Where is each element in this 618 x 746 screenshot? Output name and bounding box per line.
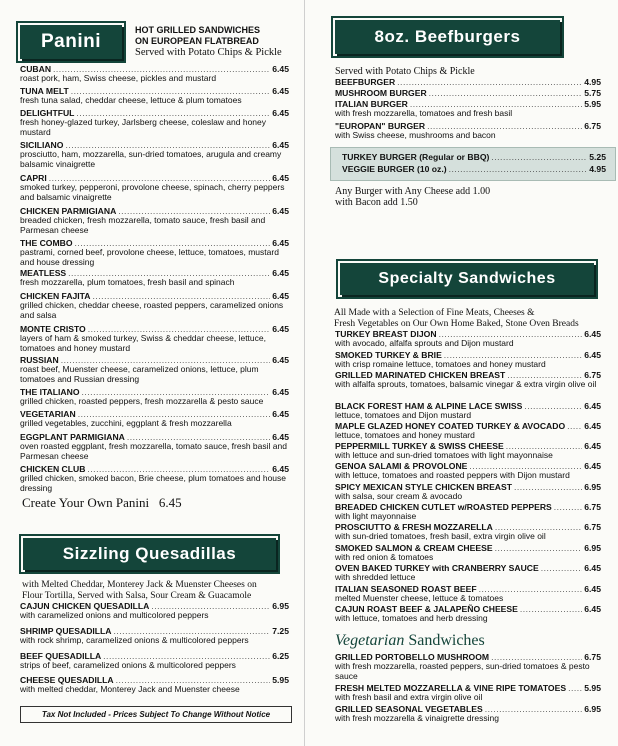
menu-item xyxy=(20,173,289,202)
item-name: CHICKEN CLUB xyxy=(20,464,86,474)
menu-item xyxy=(335,584,601,604)
item-price: 6.45 xyxy=(272,173,289,183)
item-name: TUNA MELT xyxy=(20,86,69,96)
item-price: 6.95 xyxy=(584,704,601,714)
item-description: prosciutto, ham, mozzarella, sun-dried tomatoes, arugula and creamy balsamic vinaigrette xyxy=(20,149,282,169)
item-description: roast pork, ham, Swiss cheese, pickles and mustard xyxy=(20,73,217,83)
item-price: 6.75 xyxy=(584,121,601,131)
menu-item xyxy=(20,86,289,106)
item-description: fresh mozzarella, plum tomatoes, fresh basil and spinach xyxy=(20,277,235,287)
menu-item xyxy=(335,441,601,461)
item-description: with lettuce, tomatoes and roasted peppers with Dijon mustard xyxy=(335,470,570,480)
menu-item xyxy=(20,108,289,137)
item-description: with Swiss cheese, mushrooms and bacon xyxy=(335,130,496,140)
menu-item xyxy=(20,626,289,646)
item-name: PEPPERMILL TURKEY & SWISS CHEESE xyxy=(335,441,504,451)
item-name: BLACK FOREST HAM & ALPINE LACE SWISS xyxy=(335,401,523,411)
item-description: with salsa, sour cream & avocado xyxy=(335,491,463,501)
menu-item xyxy=(335,88,601,98)
item-description: grilled chicken, cheddar cheese, roasted peppers, caramelized onions and salsa xyxy=(20,300,284,320)
price-note: Tax Not Included - Prices Subject To Change Without Notice xyxy=(20,706,292,723)
item-price: 7.25 xyxy=(272,626,289,636)
menu-item xyxy=(335,652,601,681)
item-description: smoked turkey, pepperoni, provolone cheese, spinach, cherry peppers and balsamic vinaigrette xyxy=(20,182,285,202)
vegetarian-title: Vegetarian Sandwiches xyxy=(335,632,485,649)
item-name: GRILLED SEASONAL VEGETABLES xyxy=(335,704,483,714)
menu-item xyxy=(20,324,289,353)
leader-dots xyxy=(554,502,582,512)
menu-item xyxy=(335,543,601,563)
item-description: fresh honey-glazed turkey, Jarlsberg cheese, coleslaw and honey mustard xyxy=(20,117,267,137)
item-price: 6.45 xyxy=(584,401,601,411)
item-price: 5.75 xyxy=(584,88,601,98)
item-price: 6.45 xyxy=(272,387,289,397)
item-price: 6.25 xyxy=(272,651,289,661)
item-price: 6.45 xyxy=(272,238,289,248)
item-name: ITALIAN SEASONED ROAST BEEF xyxy=(335,584,477,594)
leader-dots xyxy=(524,401,582,411)
item-price: 6.45 xyxy=(272,108,289,118)
item-price: 6.75 xyxy=(584,502,601,512)
item-name: CAPRI xyxy=(20,173,47,183)
item-price: 6.45 xyxy=(584,350,601,360)
quesadillas-intro: with Melted Cheddar, Monterey Jack & Muenster Cheeses on Flour Tortilla, Served with Salsa, Sour Cream & Guacamole xyxy=(22,580,257,601)
menu-item xyxy=(335,461,601,481)
item-name: SMOKED SALMON & CREAM CHEESE xyxy=(335,543,493,553)
item-price: 6.95 xyxy=(272,601,289,611)
item-price: 6.75 xyxy=(584,522,601,532)
panini-subtitle: HOT GRILLED SANDWICHES ON EUROPEAN FLATBREAD Served with Potato Chips & Pickle xyxy=(135,25,282,58)
item-price: 6.45 xyxy=(272,206,289,216)
item-name: BEEF QUESADILLA xyxy=(20,651,102,661)
item-name: EGGPLANT PARMIGIANA xyxy=(20,432,125,442)
menu-item xyxy=(20,601,289,621)
item-price: 6.45 xyxy=(272,324,289,334)
menu-item xyxy=(335,563,601,583)
item-name: FRESH MELTED MOZZARELLA & VINE RIPE TOMATOES xyxy=(335,683,567,693)
item-description: with caramelized onions and multicolored peppers xyxy=(20,610,209,620)
item-description: strips of beef, caramelized onions & multicolored peppers xyxy=(20,660,236,670)
item-description: grilled vegetables, zucchini, eggplant & fresh mozzarella xyxy=(20,418,232,428)
item-name: MAPLE GLAZED HONEY COATED TURKEY & AVOCADO xyxy=(335,421,566,431)
menu-item xyxy=(335,522,601,542)
leader-dots xyxy=(397,77,582,87)
item-price: 6.45 xyxy=(272,268,289,278)
item-description: with fresh mozzarella, roasted peppers, sun-dried tomatoes & pesto sauce xyxy=(335,661,590,681)
menu-item xyxy=(335,502,601,522)
item-name: THE COMBO xyxy=(20,238,73,248)
panini-title: Panini xyxy=(40,31,101,52)
item-description: with red onion & tomatoes xyxy=(335,552,434,562)
item-name: THE ITALIANO xyxy=(20,387,80,397)
item-price: 6.45 xyxy=(584,329,601,339)
item-name: GRILLED PORTOBELLO MUSHROOM xyxy=(335,652,490,662)
item-price: 6.45 xyxy=(272,64,289,74)
item-name: SHRIMP QUESADILLA xyxy=(20,626,112,636)
leader-dots xyxy=(449,164,588,174)
item-description: with fresh mozzarella & vinaigrette dressing xyxy=(335,713,499,723)
item-name: CUBAN xyxy=(20,64,52,74)
item-name: ITALIAN BURGER xyxy=(335,99,408,109)
menu-item xyxy=(335,482,601,502)
item-price: 6.45 xyxy=(584,421,601,431)
leader-dots xyxy=(485,704,583,714)
menu-item xyxy=(335,401,601,421)
item-name: TURKEY BREAST DIJON xyxy=(335,329,437,339)
item-price: 6.45 xyxy=(584,441,601,451)
burger-addons: Any Burger with Any Cheese add 1.00 with Bacon add 1.50 xyxy=(335,186,491,208)
item-price: 5.95 xyxy=(584,683,601,693)
menu-item xyxy=(335,77,601,87)
menu-item xyxy=(335,121,601,141)
burgers-banner xyxy=(335,20,560,54)
item-name: CHICKEN FAJITA xyxy=(20,291,91,301)
menu-item xyxy=(335,370,601,390)
item-description: fresh tuna salad, cheddar cheese, lettuce & plum tomatoes xyxy=(20,95,242,105)
burgers-intro: Served with Potato Chips & Pickle xyxy=(335,66,475,77)
item-name: MONTE CRISTO xyxy=(20,324,86,334)
menu-item xyxy=(342,164,606,174)
menu-item xyxy=(335,421,601,441)
item-price: 6.45 xyxy=(272,140,289,150)
item-description: with avocado, alfalfa sprouts and Dijon mustard xyxy=(335,338,514,348)
menu-item xyxy=(335,604,601,624)
item-name: OVEN BAKED TURKEY with CRANBERRY SAUCE xyxy=(335,563,539,573)
item-price: 6.45 xyxy=(584,584,601,594)
item-description: layers of ham & smoked turkey, Swiss & cheddar cheese, lettuce, tomatoes and honey mustard xyxy=(20,333,266,353)
leader-dots xyxy=(495,543,583,553)
item-description: with alfalfa sprouts, tomatoes, balsamic vinegar & extra virgin olive oil xyxy=(335,379,597,389)
item-price: 6.75 xyxy=(584,652,601,662)
item-name: SICILIANO xyxy=(20,140,64,150)
item-name: BEEFBURGER xyxy=(335,77,396,87)
quesadillas-banner xyxy=(23,538,276,570)
item-name: PROSCIUTTO & FRESH MOZZARELLA xyxy=(335,522,493,532)
item-price: 4.95 xyxy=(584,77,601,87)
item-description: with lettuce and sun-dried tomatoes with light mayonnaise xyxy=(335,450,553,460)
item-name: GENOA SALAMI & PROVOLONE xyxy=(335,461,468,471)
menu-item xyxy=(335,329,601,349)
item-name: RUSSIAN xyxy=(20,355,59,365)
menu-item xyxy=(20,675,289,695)
leader-dots xyxy=(514,482,582,492)
menu-item xyxy=(20,268,289,288)
item-price: 6.45 xyxy=(272,464,289,474)
item-description: grilled chicken, roasted peppers, fresh mozzarella & pesto sauce xyxy=(20,396,264,406)
item-price: 5.25 xyxy=(589,152,606,162)
menu-item xyxy=(20,206,289,235)
item-price: 6.45 xyxy=(272,409,289,419)
item-price: 6.45 xyxy=(272,432,289,442)
item-price: 5.95 xyxy=(584,99,601,109)
item-price: 6.75 xyxy=(584,370,601,380)
item-price: 4.95 xyxy=(589,164,606,174)
item-name: TURKEY BURGER (Regular or BBQ) xyxy=(342,152,490,162)
menu-item xyxy=(20,291,289,320)
menu-item xyxy=(335,99,601,119)
item-name: MUSHROOM BURGER xyxy=(335,88,427,98)
item-description: pastrami, corned beef, provolone cheese, lettuce, tomatoes, mustard and house dressing xyxy=(20,247,279,267)
item-name: "EUROPAN" BURGER xyxy=(335,121,426,131)
item-name: CHICKEN PARMIGIANA xyxy=(20,206,117,216)
item-name: CAJUN CHICKEN QUESADILLA xyxy=(20,601,150,611)
create-your-own: Create Your Own Panini 6.45 xyxy=(22,495,182,510)
leader-dots xyxy=(520,604,582,614)
leader-dots xyxy=(541,563,583,573)
menu-item xyxy=(335,683,601,703)
leader-dots xyxy=(429,88,583,98)
item-name: SMOKED TURKEY & BRIE xyxy=(335,350,442,360)
menu-item xyxy=(20,409,289,429)
item-description: with rock shrimp, caramelized onions & multicolored peppers xyxy=(20,635,249,645)
specialty-banner xyxy=(340,263,594,295)
item-name: VEGETARIAN xyxy=(20,409,76,419)
item-name: VEGGIE BURGER (10 oz.) xyxy=(342,164,447,174)
item-price: 6.45 xyxy=(584,604,601,614)
item-description: breaded chicken, fresh mozzarella, tomato sauce, fresh basil and Parmesan cheese xyxy=(20,215,266,235)
menu-item xyxy=(20,464,289,493)
item-name: CHEESE QUESADILLA xyxy=(20,675,114,685)
item-description: with sun-dried tomatoes, fresh basil, extra virgin olive oil xyxy=(335,531,546,541)
item-description: grilled chicken, smoked bacon, Brie cheese, plum tomatoes and house dressing xyxy=(20,473,287,493)
quesadillas-title: Sizzling Quesadillas xyxy=(62,544,237,563)
item-description: with lettuce, tomatoes and herb dressing xyxy=(335,613,488,623)
menu-item xyxy=(20,140,289,169)
menu-item xyxy=(20,64,289,84)
item-price: 6.45 xyxy=(272,291,289,301)
leader-dots xyxy=(567,421,582,431)
item-description: with melted cheddar, Monterey Jack and Muenster cheese xyxy=(20,684,240,694)
menu-item xyxy=(20,432,289,461)
item-price: 6.95 xyxy=(584,543,601,553)
menu-item xyxy=(20,651,289,671)
menu-item xyxy=(335,704,601,724)
column-divider xyxy=(304,0,305,746)
item-price: 6.45 xyxy=(584,461,601,471)
item-description: with fresh mozzarella, tomatoes and fresh basil xyxy=(335,108,513,118)
item-price: 6.45 xyxy=(584,563,601,573)
item-description: with shredded lettuce xyxy=(335,572,416,582)
menu-item xyxy=(342,152,606,162)
item-description: lettuce, tomatoes and Dijon mustard xyxy=(335,410,472,420)
item-description: lettuce, tomatoes and honey mustard xyxy=(335,430,475,440)
burgers-title: 8oz. Beefburgers xyxy=(374,27,521,46)
item-description: roast beef, Muenster cheese, caramelized onions, lettuce, plum tomatoes and Russian dressing xyxy=(20,364,259,384)
leader-dots xyxy=(491,152,587,162)
specialty-title: Specialty Sandwiches xyxy=(378,270,556,287)
item-description: with crisp romaine lettuce, tomatoes and honey mustard xyxy=(335,359,546,369)
item-price: 5.95 xyxy=(272,675,289,685)
item-name: BREADED CHICKEN CUTLET w/ROASTED PEPPERS xyxy=(335,502,552,512)
item-name: DELIGHTFUL xyxy=(20,108,75,118)
menu-item xyxy=(20,387,289,407)
leader-dots xyxy=(568,683,582,693)
item-description: melted Muenster cheese, lettuce & tomatoes xyxy=(335,593,504,603)
item-description: with fresh basil and extra virgin olive oil xyxy=(335,692,483,702)
item-price: 6.95 xyxy=(584,482,601,492)
item-price: 6.45 xyxy=(272,355,289,365)
item-name: SPICY MEXICAN STYLE CHICKEN BREAST xyxy=(335,482,512,492)
item-name: GRILLED MARINATED CHICKEN BREAST xyxy=(335,370,506,380)
menu-item xyxy=(20,355,289,384)
item-name: MEATLESS xyxy=(20,268,67,278)
panini-banner xyxy=(20,25,122,59)
menu-item xyxy=(20,238,289,267)
specialty-intro: All Made with a Selection of Fine Meats, Cheeses & Fresh Vegetables on Our Own Home Baked, Stone Oven Breads xyxy=(334,308,579,329)
item-name: CAJUN ROAST BEEF & JALAPEÑO CHEESE xyxy=(335,604,518,614)
menu-item xyxy=(335,350,601,370)
item-description: oven roasted eggplant, fresh mozzarella, tomato sauce, fresh basil and Parmesan cheese xyxy=(20,441,287,461)
item-description: with light mayonnaise xyxy=(335,511,417,521)
item-price: 6.45 xyxy=(272,86,289,96)
